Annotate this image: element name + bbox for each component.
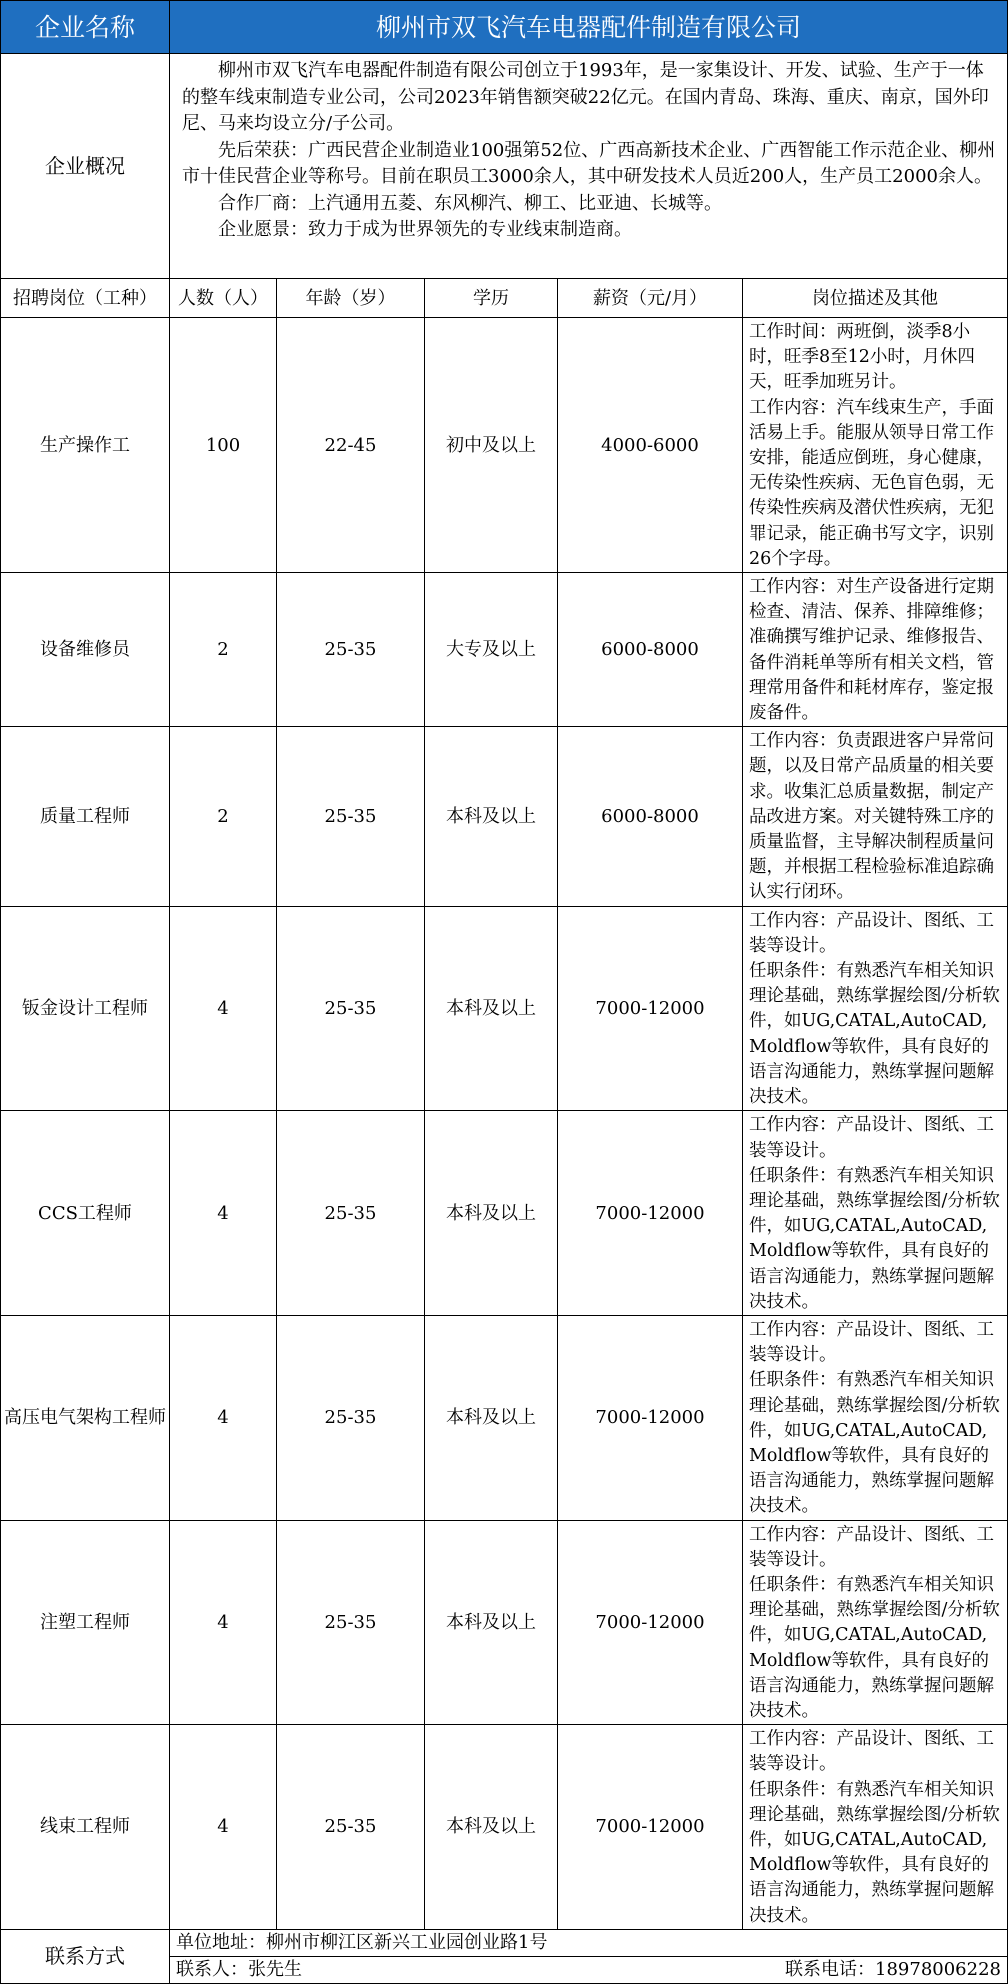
contact-person-phone xyxy=(170,1956,1008,1983)
overview-paragraph: 企业愿景：致力于成为世界领先的专业线束制造商。 xyxy=(218,219,632,240)
job-salary: 7000-12000 xyxy=(558,1315,743,1520)
table-row xyxy=(1,1520,1008,1725)
overview-paragraph: 柳州市双飞汽车电器配件制造有限公司创立于1993年，是一家集设计、开发、试验、生产于一体的整车线束制造专业公司，公司2023年销售额突破22亿元。在国内青岛、珠海、重庆、南京，国外印尼、马来均设立分/子公司。 xyxy=(182,60,989,134)
job-description: 工作时间：两班倒，淡季8小时，旺季8至12小时，月休四天，旺季加班另计。 工作内容：汽车线束生产，手面活易上手。能服从领导日常工作安排，能适应倒班，身心健康，无传染性疾病、无色盲色弱，无传染性疾病及潜伏性疾病，无犯罪记录，能正确书写文字，识别26个字母。 xyxy=(749,322,994,569)
job-description-cell xyxy=(743,318,1008,573)
job-title: 生产操作工 xyxy=(1,318,170,573)
table-row xyxy=(1,727,1008,906)
job-description: 工作内容：产品设计、图纸、工装等设计。 任职条件：有熟悉汽车相关知识理论基础，熟练掌握绘图/分析软件，如UG,CATAL,AutoCAD, Moldflow等软件，具有良好的语言沟通能力，熟练掌握问题解决技术。 xyxy=(749,1115,1000,1312)
job-age: 25-35 xyxy=(277,1725,425,1930)
job-age: 22-45 xyxy=(277,318,425,573)
job-description: 工作内容：产品设计、图纸、工装等设计。 任职条件：有熟悉汽车相关知识理论基础，熟练掌握绘图/分析软件，如UG,CATAL,AutoCAD, Moldflow等软件，具有良好的语言沟通能力，熟练掌握问题解决技术。 xyxy=(749,1319,1000,1517)
job-description: 工作内容：产品设计、图纸、工装等设计。 任职条件：有熟悉汽车相关知识理论基础，熟练掌握绘图/分析软件，如UG,CATAL,AutoCAD, Moldflow等软件，具有良好的语言沟通能力，熟练掌握问题解决技术。 xyxy=(749,1729,1000,1926)
table-row xyxy=(1,573,1008,727)
overview-paragraph: 合作厂商：上汽通用五菱、东风柳汽、柳工、比亚迪、长城等。 xyxy=(218,192,722,214)
job-title: 注塑工程师 xyxy=(1,1520,170,1725)
contact-label: 联系方式 xyxy=(1,1929,170,1983)
job-count: 4 xyxy=(170,1725,277,1930)
contact-person: 联系人：张先生 xyxy=(176,1959,302,1981)
job-salary: 7000-12000 xyxy=(558,1111,743,1316)
job-age: 25-35 xyxy=(277,1520,425,1725)
job-count: 4 xyxy=(170,1111,277,1316)
job-salary: 6000-8000 xyxy=(558,573,743,727)
job-count: 100 xyxy=(170,318,277,573)
table-row xyxy=(1,318,1008,573)
job-education: 本科及以上 xyxy=(425,1725,558,1930)
job-description-cell xyxy=(743,906,1008,1111)
job-title: 钣金设计工程师 xyxy=(1,906,170,1111)
header-row xyxy=(1,1,1008,54)
job-education: 本科及以上 xyxy=(425,727,558,906)
company-name-label: 企业名称 xyxy=(1,1,170,54)
job-title: 质量工程师 xyxy=(1,727,170,906)
column-header: 招聘岗位（工种） xyxy=(1,279,170,318)
job-title: 设备维修员 xyxy=(1,573,170,727)
job-age: 25-35 xyxy=(277,1315,425,1520)
job-title: CCS工程师 xyxy=(1,1111,170,1316)
table-row xyxy=(1,1111,1008,1316)
job-education: 本科及以上 xyxy=(425,1520,558,1725)
column-header: 学历 xyxy=(425,279,558,318)
job-age: 25-35 xyxy=(277,727,425,906)
job-education: 初中及以上 xyxy=(425,318,558,573)
overview-label: 企业概况 xyxy=(1,54,170,279)
contact-phone: 联系电话：18978006228 xyxy=(785,1959,1001,1981)
job-count: 4 xyxy=(170,1315,277,1520)
job-salary: 7000-12000 xyxy=(558,906,743,1111)
table-row xyxy=(1,1315,1008,1520)
overview-row xyxy=(1,54,1008,279)
job-title: 线束工程师 xyxy=(1,1725,170,1930)
table-row xyxy=(1,906,1008,1111)
job-description: 工作内容：产品设计、图纸、工装等设计。 任职条件：有熟悉汽车相关知识理论基础，熟练掌握绘图/分析软件，如UG,CATAL,AutoCAD, Moldflow等软件，具有良好的语言沟通能力，熟练掌握问题解决技术。 xyxy=(749,1524,1000,1721)
job-description: 工作内容：负责跟进客户异常问题，以及日常产品质量的相关要求。收集汇总质量数据，制定产品改进方案。对关键特殊工序的质量监督，主导解决制程质量问题，并根据工程检验标准追踪确认实行闭环。 xyxy=(749,731,994,903)
job-age: 25-35 xyxy=(277,573,425,727)
column-header: 岗位描述及其他 xyxy=(743,279,1008,318)
job-education: 本科及以上 xyxy=(425,1111,558,1316)
overview-text xyxy=(170,54,1008,279)
job-count: 2 xyxy=(170,727,277,906)
job-education: 本科及以上 xyxy=(425,1315,558,1520)
job-description-cell xyxy=(743,573,1008,727)
job-count: 4 xyxy=(170,906,277,1111)
job-salary: 6000-8000 xyxy=(558,727,743,906)
job-salary: 7000-12000 xyxy=(558,1520,743,1725)
job-salary: 4000-6000 xyxy=(558,318,743,573)
job-title: 高压电气架构工程师 xyxy=(1,1315,170,1520)
job-description-cell xyxy=(743,727,1008,906)
job-salary: 7000-12000 xyxy=(558,1725,743,1930)
contact-row xyxy=(1,1929,1008,1956)
job-age: 25-35 xyxy=(277,906,425,1111)
job-description-cell xyxy=(743,1725,1008,1930)
job-description: 工作内容：产品设计、图纸、工装等设计。 任职条件：有熟悉汽车相关知识理论基础，熟练掌握绘图/分析软件，如UG,CATAL,AutoCAD, Moldflow等软件，具有良好的语言沟通能力，熟练掌握问题解决技术。 xyxy=(749,910,1000,1108)
company-name: 柳州市双飞汽车电器配件制造有限公司 xyxy=(170,1,1008,54)
job-description-cell xyxy=(743,1111,1008,1316)
job-description-cell xyxy=(743,1315,1008,1520)
column-header-row xyxy=(1,279,1008,318)
contact-address: 单位地址：柳州市柳江区新兴工业园创业路1号 xyxy=(170,1929,1008,1956)
job-count: 2 xyxy=(170,573,277,727)
job-count: 4 xyxy=(170,1520,277,1725)
job-education: 本科及以上 xyxy=(425,906,558,1111)
column-header: 年龄（岁） xyxy=(277,279,425,318)
job-description: 工作内容：对生产设备进行定期检查、清洁、保养、排障维修；准确撰写维护记录、维修报告、备件消耗单等所有相关文档，管理常用备件和耗材库存，鉴定报废备件。 xyxy=(749,577,994,724)
job-description-cell xyxy=(743,1520,1008,1725)
table-row xyxy=(1,1725,1008,1930)
column-header: 人数（人） xyxy=(170,279,277,318)
column-header: 薪资（元/月） xyxy=(558,279,743,318)
job-age: 25-35 xyxy=(277,1111,425,1316)
overview-paragraph: 先后荣获：广西民营企业制造业100强第52位、广西高新技术企业、广西智能工作示范企业、柳州市十佳民营企业等称号。目前在职员工3000余人，其中研发技术人员近200人，生产员工2000余人。 xyxy=(182,139,996,187)
job-education: 大专及以上 xyxy=(425,573,558,727)
